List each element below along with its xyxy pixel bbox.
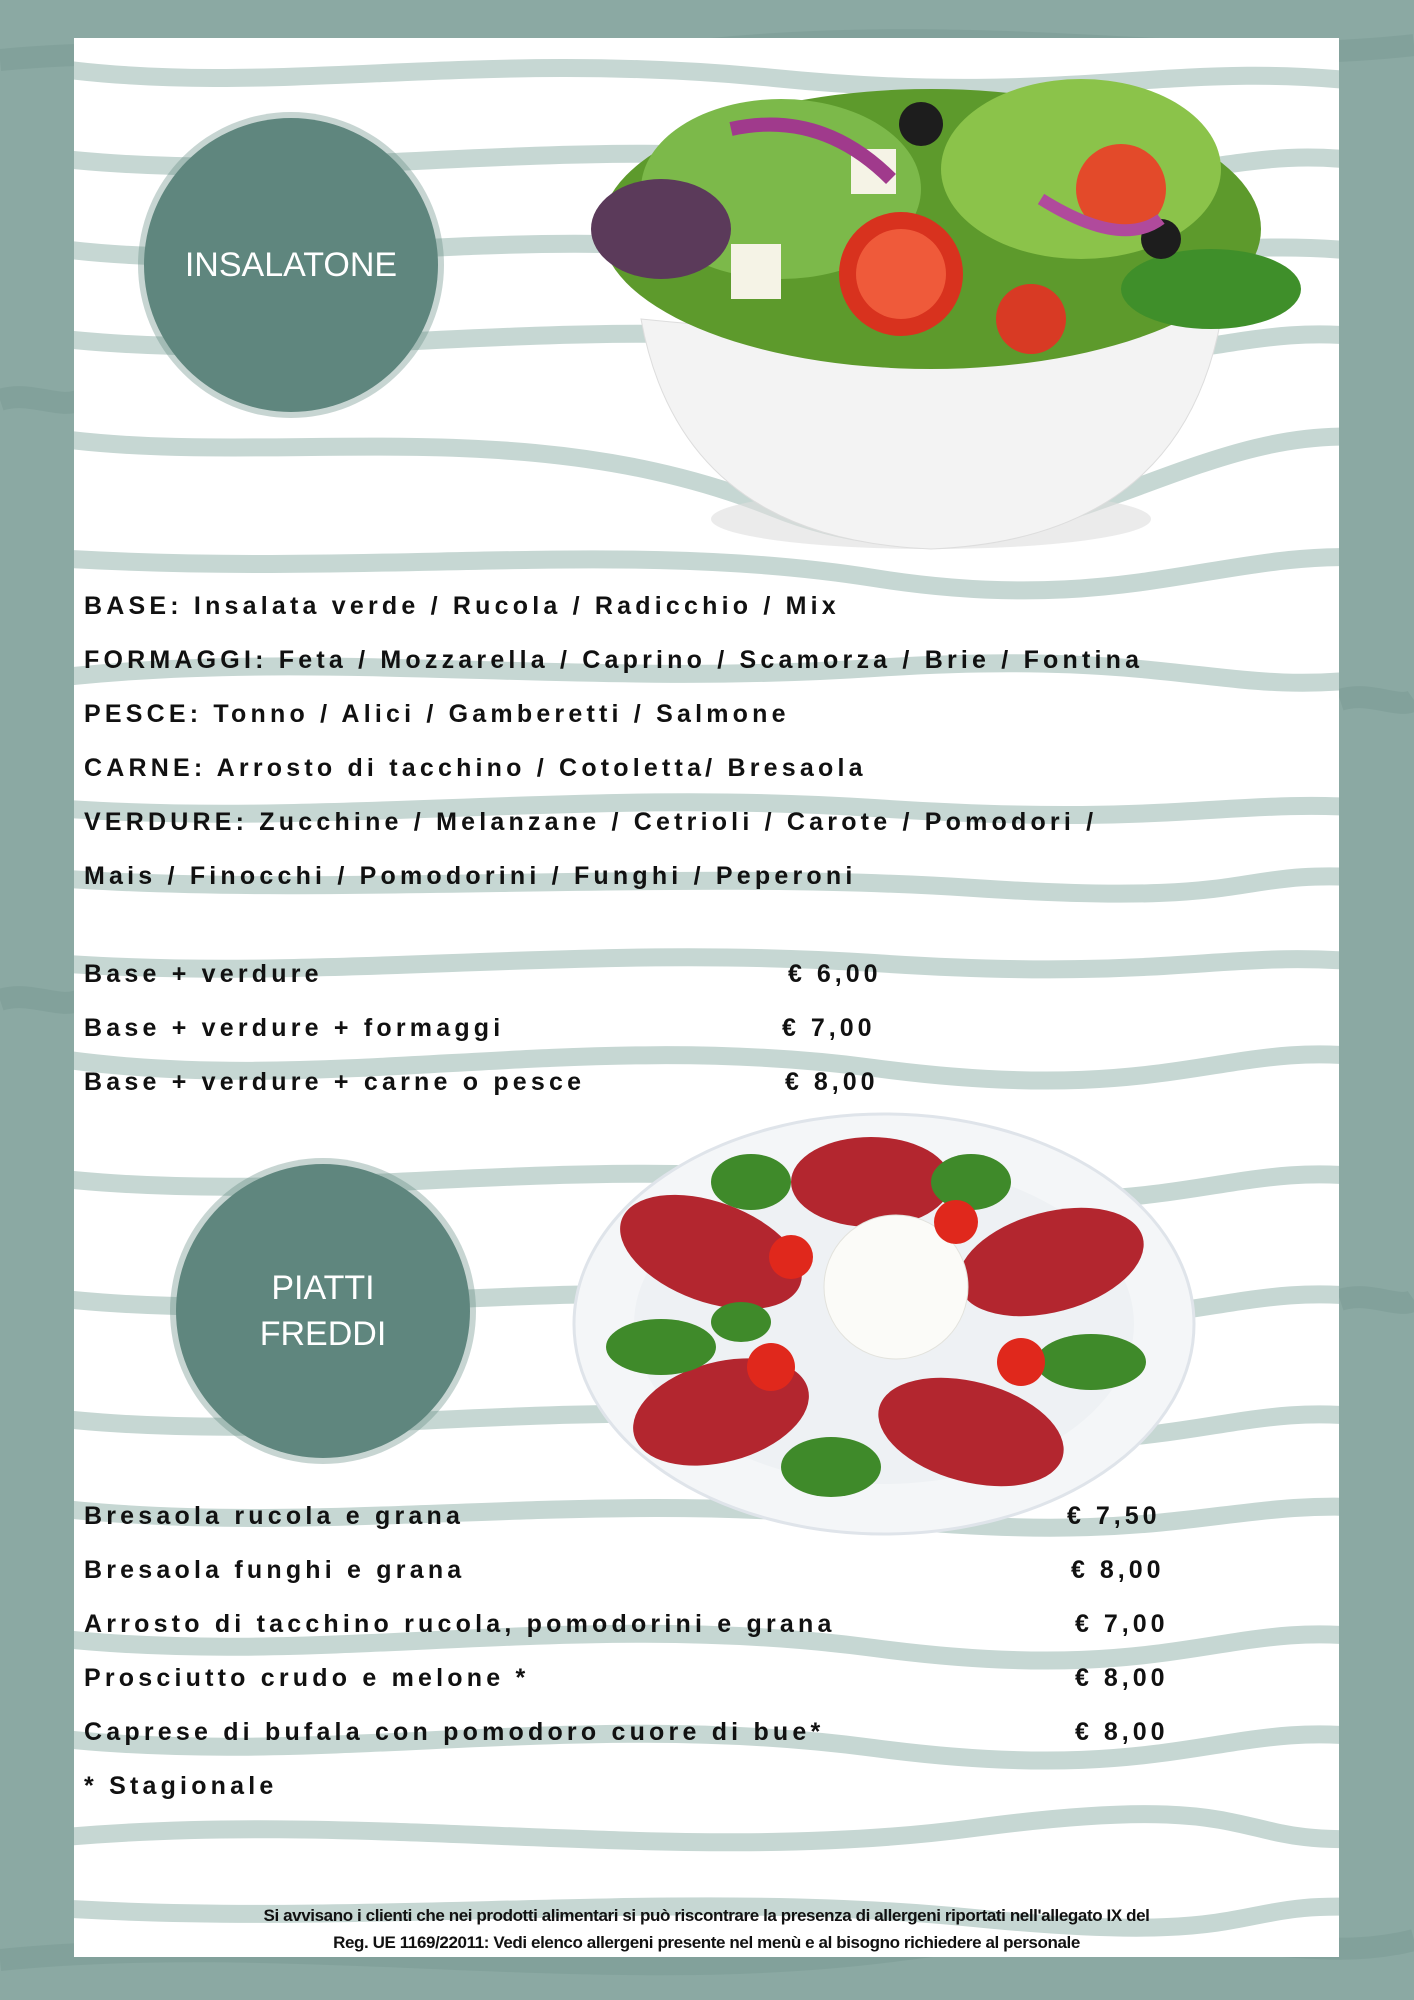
menu-item-name: Arrosto di tacchino rucola, pomodorini e grana [84,1610,836,1638]
price-option-value: € 8,00 [785,1068,879,1096]
menu-item-price: € 7,00 [1075,1610,1169,1638]
ingredient-line: FORMAGGI: Feta / Mozzarella / Caprino / Scamorza / Brie / Fontina [84,646,1144,674]
insalatone-badge [144,118,438,412]
ingredient-line: Mais / Finocchi / Pomodorini / Funghi / Peperoni [84,862,857,890]
bresaola-plate-image [571,1112,1197,1537]
menu-item-name: Bresaola funghi e grana [84,1556,466,1584]
menu-item-name: Bresaola rucola e grana [84,1502,465,1530]
price-option-name: Base + verdure + formaggi [84,1014,505,1042]
piatti-freddi-badge [176,1164,470,1458]
menu-item-price: € 8,00 [1075,1718,1169,1746]
ingredient-line: BASE: Insalata verde / Rucola / Radicchio / Mix [84,592,840,620]
insalatone-title: INSALATONE [184,246,398,284]
price-option-value: € 6,00 [788,960,882,988]
seasonal-note: * Stagionale [84,1772,278,1800]
price-option-value: € 7,00 [782,1014,876,1042]
price-option-name: Base + verdure [84,960,323,988]
price-option-name: Base + verdure + carne o pesce [84,1068,586,1096]
salad-bowl-image [561,19,1327,561]
menu-item-price: € 8,00 [1075,1664,1169,1692]
menu-item-name: Caprese di bufala con pomodoro cuore di bue* [84,1718,825,1746]
ingredient-line: CARNE: Arrosto di tacchino / Cotoletta/ Bresaola [84,754,867,782]
menu-item-price: € 7,50 [1067,1502,1161,1530]
ingredient-line: VERDURE: Zucchine / Melanzane / Cetrioli / Carote / Pomodori / [84,808,1098,836]
piatti-freddi-title-line2: FREDDI [259,1315,387,1353]
piatti-freddi-title-line1: PIATTI [271,1269,375,1307]
menu-item-price: € 8,00 [1071,1556,1165,1584]
allergen-notice-line1: Si avvisano i clienti che nei prodotti alimentari si può riscontrare la presenza di allergeni riportati nell'allegato IX del [263,1906,1150,1925]
allergen-notice-line2: Reg. UE 1169/22011: Vedi elenco allergeni presente nel menù e al bisogno richiedere al personale [333,1933,1080,1952]
menu-item-name: Prosciutto crudo e melone * [84,1664,530,1692]
ingredient-line: PESCE: Tonno / Alici / Gamberetti / Salmone [84,700,790,728]
